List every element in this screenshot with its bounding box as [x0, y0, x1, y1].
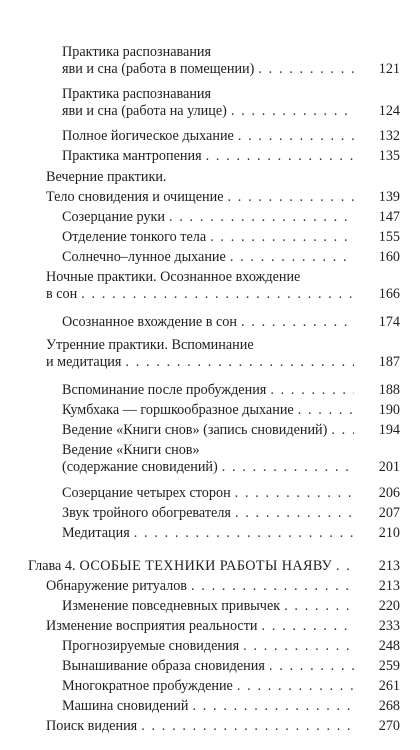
toc-entry-title: Кумбхака — горшкообразное дыхание [62, 402, 294, 418]
dot-leader [141, 718, 354, 735]
page-number: 268 [378, 698, 400, 714]
page-number: 166 [378, 286, 400, 302]
page-number: 147 [378, 209, 400, 225]
page-number: 213 [378, 558, 400, 574]
toc-entry [0, 718, 420, 735]
page-number: 132 [378, 128, 400, 144]
toc-entry [0, 86, 420, 120]
toc-entry [0, 442, 420, 476]
page-number: 124 [378, 103, 400, 119]
page-number: 139 [378, 189, 400, 205]
toc-entry-text [62, 402, 358, 419]
toc-entry-title: Тело сновидения и очищение [46, 189, 224, 205]
dot-leader [206, 148, 354, 165]
page-number: 194 [378, 422, 400, 438]
toc-entry-title: Полное йогическое дыхание [62, 128, 234, 144]
toc-entry [0, 314, 420, 331]
toc-entry [0, 269, 420, 303]
toc-entry-title: Машина сновидений [62, 698, 189, 714]
toc-entry [0, 505, 420, 522]
page-number: 160 [378, 249, 400, 265]
toc-entry [0, 658, 420, 675]
toc-entry-title: Практика мантропения [62, 148, 202, 164]
page-number: 188 [378, 382, 400, 398]
dot-leader [169, 209, 354, 226]
dot-leader [336, 558, 354, 575]
toc-entry-title: Осознанное вхождение в сон [62, 314, 237, 330]
toc-chapter-entry [0, 558, 420, 575]
page-number: 270 [378, 718, 400, 734]
dot-leader [231, 103, 354, 120]
toc-entry [0, 422, 420, 439]
toc-entry-title: и медитация [46, 354, 122, 370]
toc-entry-text [62, 505, 358, 522]
dot-leader [238, 128, 354, 145]
page-number: 135 [378, 148, 400, 164]
toc-entry-title: Вспоминание после пробуждения [62, 382, 267, 398]
page-number: 220 [378, 598, 400, 614]
toc-entry-title-line: Практика распознавания [62, 44, 212, 60]
dot-leader [258, 61, 354, 78]
toc-entry-text [62, 229, 358, 246]
toc-entry-title: Вынашивание образа сновидения [62, 658, 265, 674]
toc-entry [0, 638, 420, 655]
toc-entry-text [46, 337, 358, 371]
toc-entry-text [46, 578, 358, 595]
toc-entry [0, 578, 420, 595]
toc-entry [0, 525, 420, 542]
page-number: 190 [378, 402, 400, 418]
dot-leader [284, 598, 354, 615]
toc-entry-title: Изменение повседневных привычек [62, 598, 281, 614]
toc-entry-title: яви и сна (работа в помещении) [62, 61, 255, 77]
toc-entry-text [62, 128, 358, 145]
toc-entry-title: Изменение восприятия реальности [46, 618, 258, 634]
toc-entry-text [62, 525, 358, 542]
page-number: 201 [378, 459, 400, 475]
toc-entry [0, 402, 420, 419]
toc-entry [0, 189, 420, 206]
toc-entry-title: Солнечно–лунное дыхание [62, 249, 226, 265]
toc-entry-title: в сон [46, 286, 78, 302]
dot-leader [298, 402, 354, 419]
toc-entry [0, 209, 420, 226]
toc-entry [0, 128, 420, 145]
toc-entry [0, 382, 420, 399]
toc-entry-text [62, 249, 358, 266]
toc-entry [0, 618, 420, 635]
toc-entry-title-line: Утренние практики. Вспоминание [46, 337, 254, 353]
toc-entry [0, 169, 420, 186]
toc-entry-title: Звук тройного обогревателя [62, 505, 231, 521]
dot-leader [235, 485, 354, 502]
toc-entry-text [62, 442, 358, 476]
dot-leader [243, 638, 354, 655]
toc-entry-text [62, 678, 358, 695]
page-number: 261 [378, 678, 400, 694]
toc-entry [0, 678, 420, 695]
toc-entry [0, 249, 420, 266]
toc-entry-text [62, 598, 358, 615]
toc-entry-text [62, 314, 358, 331]
toc-entry-text [28, 558, 358, 575]
toc-entry-text [62, 86, 358, 120]
page-number: 213 [378, 578, 400, 594]
toc-entry [0, 598, 420, 615]
toc-entry-title: (содержание сновидений) [62, 459, 218, 475]
page-number: 210 [378, 525, 400, 541]
toc-entry-title-line: Ведение «Книги снов» [62, 442, 200, 458]
toc-entry-text [62, 44, 358, 78]
toc-entry [0, 337, 420, 371]
page-number: 187 [378, 354, 400, 370]
toc-entry [0, 698, 420, 715]
page-number: 207 [378, 505, 400, 521]
page-number: 206 [378, 485, 400, 501]
toc-entry-text [46, 269, 358, 303]
dot-leader [222, 459, 354, 476]
toc-entry-title-line: Ночные практики. Осознанное вхождение [46, 269, 301, 285]
page-number: 259 [378, 658, 400, 674]
dot-leader [134, 525, 354, 542]
page-number: 174 [378, 314, 400, 330]
toc-entry-title: Отделение тонкого тела [62, 229, 207, 245]
toc-entry [0, 148, 420, 165]
dot-leader [270, 382, 354, 399]
toc-entry-title: Прогнозируемые сновидения [62, 638, 240, 654]
toc-entry-text [46, 718, 358, 735]
toc-entry-text [62, 209, 358, 226]
toc-entry-text [62, 422, 358, 439]
toc-entry-text [62, 148, 358, 165]
toc-entry-text [46, 189, 358, 206]
toc-entry-text [62, 485, 358, 502]
toc-entry-text [62, 658, 358, 675]
toc-entry-text [62, 698, 358, 715]
dot-leader [241, 314, 354, 331]
dot-leader [210, 229, 354, 246]
page-number: 155 [378, 229, 400, 245]
toc-entry-title-line: Практика распознавания [62, 86, 212, 102]
dot-leader [230, 249, 354, 266]
dot-leader [192, 698, 354, 715]
toc-entry-title: Медитация [62, 525, 130, 541]
dot-leader [262, 618, 354, 635]
toc-entry-title: Вечерние практики. [46, 169, 167, 185]
toc-entry [0, 485, 420, 502]
dot-leader [331, 422, 354, 439]
toc-entry-title: Ведение «Книги снов» (запись сновидений) [62, 422, 328, 438]
dot-leader [237, 678, 354, 695]
page-number: 121 [378, 61, 400, 77]
dot-leader [228, 189, 355, 206]
toc-entry-title: Созерцание руки [62, 209, 165, 225]
toc-entry-title: Созерцание четырех сторон [62, 485, 231, 501]
chapter-label: Глава 4. [28, 558, 76, 574]
page-number: 248 [378, 638, 400, 654]
dot-leader [235, 505, 354, 522]
toc-entry-text [62, 638, 358, 655]
page-number: 233 [378, 618, 400, 634]
toc-entry-text [62, 382, 358, 399]
toc-entry-title: Обнаружение ритуалов [46, 578, 188, 594]
dot-leader [269, 658, 354, 675]
toc-entry-text [46, 169, 358, 186]
toc-entry-title: яви и сна (работа на улице) [62, 103, 227, 119]
toc-entry-title: Поиск видения [46, 718, 138, 734]
toc-entry [0, 44, 420, 78]
toc-entry [0, 229, 420, 246]
dot-leader [81, 286, 354, 303]
dot-leader [191, 578, 354, 595]
dot-leader [125, 354, 354, 371]
toc-entry-title: Многократное пробуждение [62, 678, 233, 694]
toc-entry-text [46, 618, 358, 635]
chapter-title: ОСОБЫЕ ТЕХНИКИ РАБОТЫ НАЯВУ [79, 558, 333, 574]
